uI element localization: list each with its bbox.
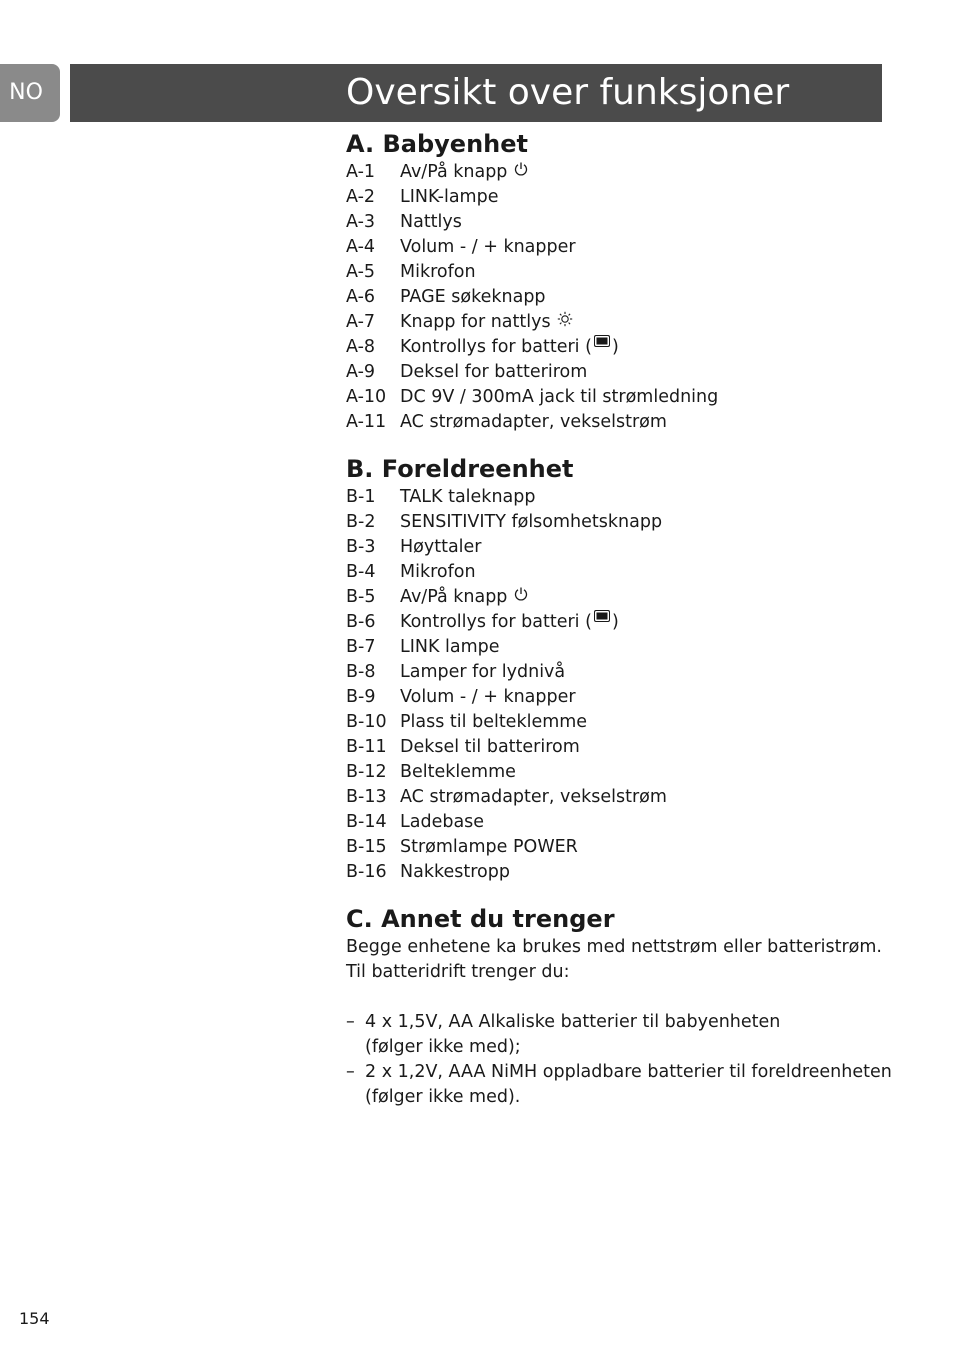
section-heading: B. Foreldreenhet: [346, 455, 574, 483]
item-label: Av/På knapp: [400, 162, 508, 182]
item-suffix: ): [611, 337, 619, 357]
item-code: A-10: [346, 387, 387, 407]
item-code: A-11: [346, 412, 387, 432]
item-code: A-1: [346, 162, 376, 182]
item-label: TALK taleknapp: [400, 487, 536, 507]
battery-icon: [594, 335, 610, 347]
item-label: Belteklemme: [400, 762, 516, 782]
list-item: [346, 760, 886, 785]
item-code: A-9: [346, 362, 376, 382]
item-label: Volum - / + knapper: [400, 237, 576, 257]
item-code: B-12: [346, 762, 387, 782]
list-item-line: (følger ikke med).: [365, 1087, 521, 1107]
item-code: B-4: [346, 562, 376, 582]
list-item: [346, 235, 886, 260]
intro-text: Til batteridrift trenger du:: [346, 962, 570, 982]
item-code: B-3: [346, 537, 376, 557]
dash-bullet: –: [346, 1062, 355, 1082]
list-item-line: 2 x 1,2V, AAA NiMH oppladbare batterier til foreldreenheten: [365, 1062, 892, 1082]
battery-icon: [594, 610, 610, 622]
content: [346, 128, 892, 1128]
item-label: Kontrollys for batteri (: [400, 337, 592, 357]
item-code: B-5: [346, 587, 376, 607]
list-item: [346, 510, 886, 535]
item-label: Kontrollys for batteri (: [400, 612, 592, 632]
list-item: [346, 860, 886, 885]
item-list: [346, 485, 886, 885]
list-item: [346, 585, 886, 610]
list-item: [346, 360, 886, 385]
list-item: [346, 410, 886, 435]
title-bar: [70, 64, 882, 122]
section-heading: C. Annet du trenger: [346, 905, 615, 933]
language-tab: NO: [0, 64, 60, 122]
item-label: Av/På knapp: [400, 587, 508, 607]
list-item: [346, 610, 886, 635]
item-label: Strømlampe POWER: [400, 837, 578, 857]
item-code: B-11: [346, 737, 387, 757]
item-label: AC strømadapter, vekselstrøm: [400, 787, 667, 807]
list-item: [346, 735, 886, 760]
list-item: [346, 310, 886, 335]
item-code: B-6: [346, 612, 376, 632]
item-label: SENSITIVITY følsomhetsknapp: [400, 512, 663, 532]
list-item: [346, 210, 886, 235]
item-label: Ladebase: [400, 812, 485, 832]
list-item: [346, 335, 886, 360]
item-label: Mikrofon: [400, 562, 476, 582]
list-item: [346, 635, 886, 660]
item-label: Mikrofon: [400, 262, 476, 282]
list-item-line: 4 x 1,5V, AA Alkaliske batterier til babyenheten: [365, 1012, 781, 1032]
item-code: B-9: [346, 687, 376, 707]
power-icon: [513, 585, 529, 601]
item-code: A-5: [346, 262, 376, 282]
item-code: B-10: [346, 712, 387, 732]
power-icon: [513, 160, 529, 176]
section-babyenhet: [346, 128, 886, 435]
list-item: [346, 185, 886, 210]
list-item: [346, 785, 886, 810]
list-item: [346, 835, 886, 860]
item-code: A-8: [346, 337, 376, 357]
item-code: B-16: [346, 862, 387, 882]
item-label: Knapp for nattlys: [400, 312, 551, 332]
item-code: B-7: [346, 637, 376, 657]
dash-bullet: –: [346, 1012, 355, 1032]
list-item: [346, 535, 886, 560]
item-code: A-2: [346, 187, 376, 207]
item-code: A-6: [346, 287, 376, 307]
item-code: B-1: [346, 487, 376, 507]
item-label: LINK-lampe: [400, 187, 499, 207]
section-foreldreenhet: [346, 453, 886, 885]
list-item: [346, 1010, 886, 1060]
section-heading: A. Babyenhet: [346, 130, 529, 158]
section-annet: [346, 903, 892, 1110]
item-label: DC 9V / 300mA jack til strømledning: [400, 387, 719, 407]
item-code: A-4: [346, 237, 376, 257]
list-item: [346, 1060, 892, 1110]
list-item: [346, 260, 886, 285]
item-code: A-7: [346, 312, 376, 332]
item-label: Lamper for lydnivå: [400, 662, 566, 682]
item-label: Nakkestropp: [400, 862, 510, 882]
list-item: [346, 385, 886, 410]
item-code: B-15: [346, 837, 387, 857]
item-label: Høyttaler: [400, 537, 482, 557]
list-item: [346, 485, 886, 510]
item-label: Plass til belteklemme: [400, 712, 588, 732]
item-suffix: ): [611, 612, 619, 632]
list-item: [346, 710, 886, 735]
requirements-list: [346, 1010, 892, 1110]
item-label: LINK lampe: [400, 637, 500, 657]
item-code: B-14: [346, 812, 387, 832]
page-title: Oversikt over funksjoner: [346, 72, 790, 113]
item-label: Volum - / + knapper: [400, 687, 576, 707]
item-code: B-8: [346, 662, 376, 682]
list-item: [346, 285, 886, 310]
item-label: Nattlys: [400, 212, 462, 232]
item-label: Deksel for batterirom: [400, 362, 588, 382]
list-item-line: (følger ikke med);: [365, 1037, 521, 1057]
item-label: AC strømadapter, vekselstrøm: [400, 412, 667, 432]
list-item: [346, 685, 886, 710]
item-code: B-13: [346, 787, 387, 807]
list-item: [346, 160, 886, 185]
list-item: [346, 560, 886, 585]
item-code: B-2: [346, 512, 376, 532]
list-item: [346, 810, 886, 835]
item-label: Deksel til batterirom: [400, 737, 580, 757]
list-item: [346, 660, 886, 685]
item-code: A-3: [346, 212, 376, 232]
nightlight-icon: [557, 310, 573, 326]
page-number: 154: [19, 1309, 50, 1328]
item-label: PAGE søkeknapp: [400, 287, 546, 307]
intro-text: Begge enhetene ka brukes med nettstrøm eller batteristrøm.: [346, 937, 882, 957]
item-list: [346, 160, 886, 435]
